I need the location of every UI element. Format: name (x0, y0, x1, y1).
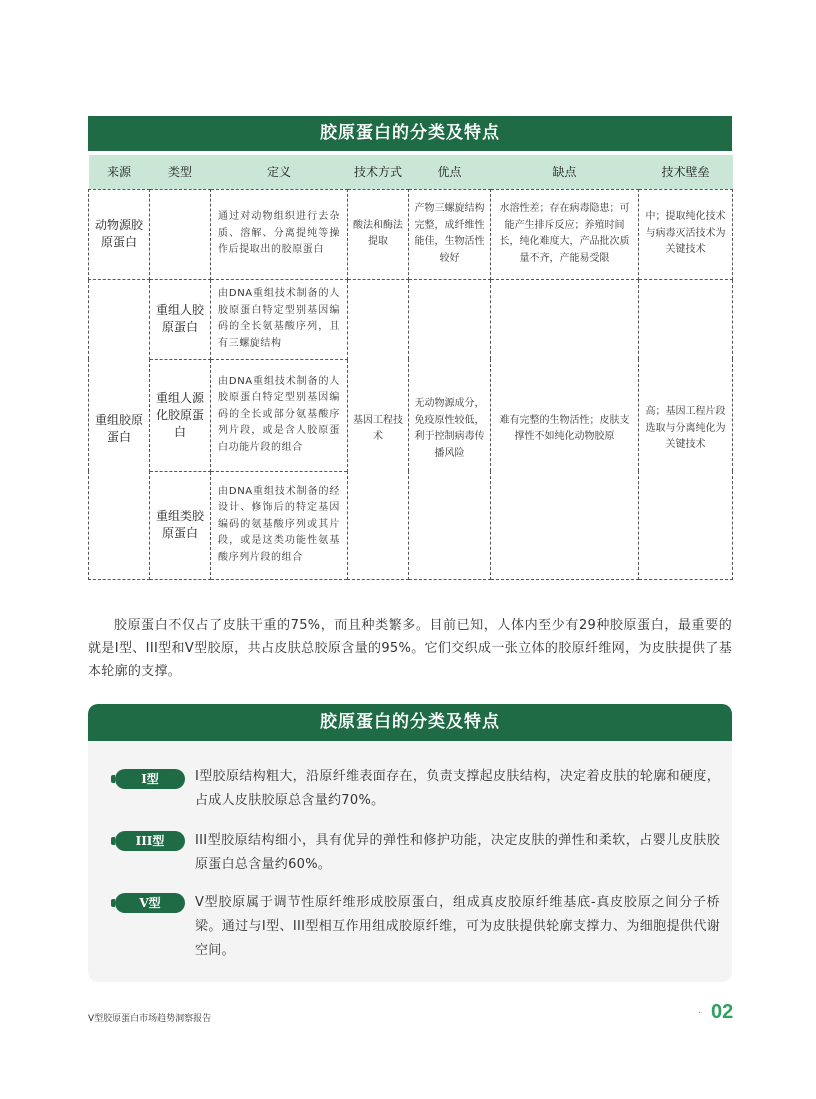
page-number: 02 (711, 1001, 734, 1023)
cell-method: 酸法和酶法提取 (348, 189, 409, 279)
cell-type: 重组人源化胶原蛋白 (150, 359, 211, 471)
cell-pros: 无动物源成分，免疫原性较低，利于控制病毒传播风险 (409, 279, 491, 579)
cell-source: 动物源胶原蛋白 (89, 189, 150, 279)
cell-source: 重组胶原蛋白 (89, 279, 150, 579)
col-header-cons: 缺点 (491, 155, 639, 189)
cell-type: 重组类胶原蛋白 (150, 471, 211, 579)
cell-barrier: 高；基因工程片段选取与分离纯化为关键技术 (639, 279, 733, 579)
cell-type (150, 189, 211, 279)
table-row (89, 279, 733, 359)
cell-type: 重组人胶原蛋白 (150, 279, 211, 359)
cell-cons: 难有完整的生物活性；皮肤支撑性不如纯化动物胶原 (491, 279, 639, 579)
body-paragraph: 胶原蛋白不仅占了皮肤干重的75%，而且种类繁多。目前已知，人体内至少有29种胶原蛋白，最重要的就是I型、III型和V型胶原，共占皮肤总胶原含量的95%。它们交织成一张立体的胶原纤维网，为皮肤提供了基本轮廓的支撑。 (88, 618, 732, 679)
type-label-badge: I型 (115, 769, 185, 789)
table-title: 胶原蛋白的分类及特点 (88, 116, 732, 151)
table-header-row (89, 155, 733, 189)
col-header-definition: 定义 (211, 155, 348, 189)
col-header-method: 技术方式 (348, 155, 409, 189)
col-header-pros: 优点 (409, 155, 491, 189)
type-label-badge: III型 (115, 831, 185, 851)
cell-definition: 由DNA重组技术制备的经设计、修饰后的特定基因编码的氨基酸序列或其片段，或是这类功能性氨基酸序列片段的组合 (211, 471, 348, 579)
cell-cons: 水溶性差；存在病毒隐患；可能产生排斥反应；养殖时间长，纯化难度大，产品批次质量不齐，产能易受限 (491, 189, 639, 279)
col-header-barrier: 技术壁垒 (639, 155, 733, 189)
collagen-classification-table (88, 155, 733, 580)
type-description: V型胶原属于调节性原纤维形成胶原蛋白，组成真皮胶原纤维基底-真皮胶原之间分子桥梁。通过与I型、III型相互作用组成胶原纤维，可为皮肤提供轮廓支撑力、为细胞提供代谢空间。 (195, 895, 720, 958)
col-header-type: 类型 (150, 155, 211, 189)
cell-method: 基因工程技术 (348, 279, 409, 579)
cell-definition: 由DNA重组技术制备的人胶原蛋白特定型别基因编码的全长或部分氨基酸序列片段，或是含人胶原蛋白功能片段的组合 (211, 359, 348, 471)
table-row (89, 189, 733, 279)
type-description: III型胶原结构细小，具有优异的弹性和修护功能，决定皮肤的弹性和柔软，占婴儿皮肤胶原蛋白总含量约60%。 (195, 833, 720, 872)
collagen-types-panel (88, 704, 732, 982)
cell-barrier: 中；提取纯化技术与病毒灭活技术为关键技术 (639, 189, 733, 279)
type-label-badge: V型 (115, 893, 185, 913)
footer-report-title: V型胶原蛋白市场趋势洞察报告 (88, 1014, 212, 1024)
cell-pros: 产物三螺旋结构完整，成纤维性能佳，生物活性较好 (409, 189, 491, 279)
cell-definition: 通过对动物组织进行去杂质、溶解、分离提纯等操作后提取出的胶原蛋白 (211, 189, 348, 279)
cell-definition: 由DNA重组技术制备的人胶原蛋白特定型别基因编码的全长氨基酸序列，且有三螺旋结构 (211, 279, 348, 359)
type-description: I型胶原结构粗大，沿原纤维表面存在，负责支撑起皮肤结构，决定着皮肤的轮廓和硬度，占成人皮肤胶原总含量约70%。 (195, 769, 720, 808)
col-header-source: 来源 (89, 155, 150, 189)
footer-dot: · (698, 1008, 702, 1019)
panel-title: 胶原蛋白的分类及特点 (88, 704, 732, 741)
